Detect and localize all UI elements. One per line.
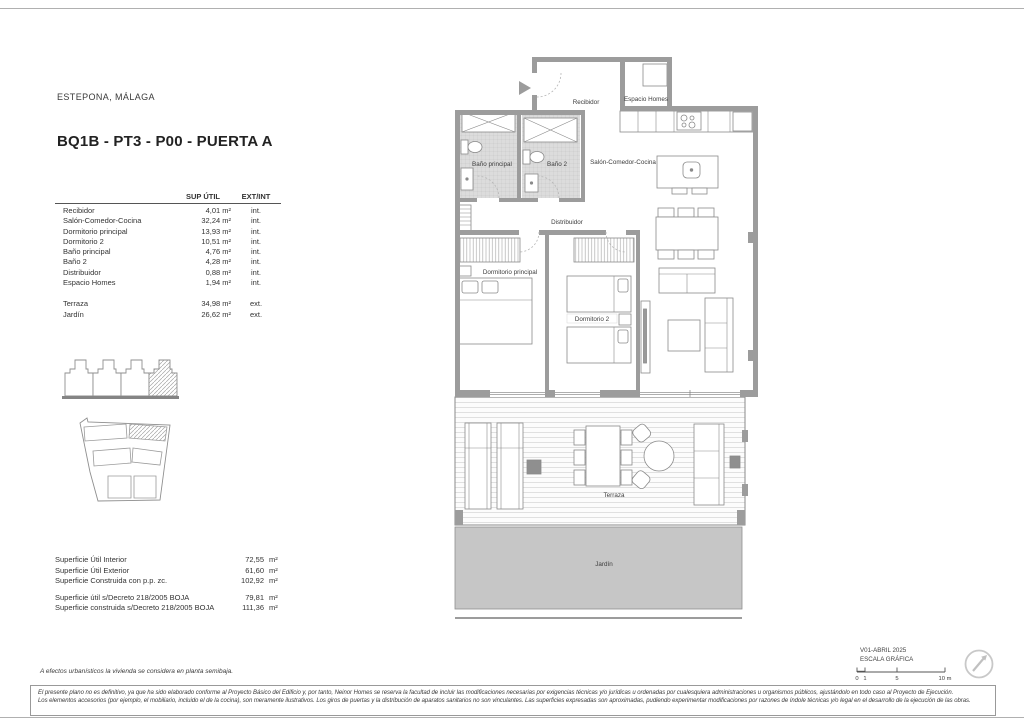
room-label-dormitorio-2: Dormitorio 2 [574, 316, 610, 323]
side-table [527, 460, 541, 474]
sofa [705, 298, 733, 372]
loveseat [659, 268, 715, 293]
disclaimer-line-2: Los elementos accesorios (por ejemplo, el mobiliario, incluido el de la cocina), son meramente ilustrativos. Los giros de puertas y la distribución de aparatos sanitarios no son vinculantes. Las superficies expresadas son aproximadas, pudiendo experimentar modificaciones por razones de índole técnicas y/o legal en el desarrollo de la ejecución de las obras. [38, 698, 971, 704]
coffee-table [668, 320, 700, 351]
room-label-terraza: Terraza [603, 492, 625, 499]
table-row: Salón-Comedor-Cocina 32,24 m² int. [63, 216, 261, 226]
page-title: BQ1B - PT3 - P00 - PUERTA A [57, 133, 273, 150]
toilet-2 [523, 150, 544, 164]
room-label-dormitorio-principal: Dormitorio principal [482, 269, 538, 276]
wardrobe-2 [574, 238, 634, 262]
areas-table [55, 192, 281, 320]
room-label-bano-principal: Baño principal [472, 161, 512, 168]
table-row: Jardín 26,62 m² ext. [63, 309, 263, 319]
garden-boundary [455, 617, 742, 619]
room-label-espacio-homes: Espacio Homes [623, 96, 669, 103]
table-row: Terraza 34,98 m² ext. [63, 299, 263, 309]
total-row: Superficie útil s/Decreto 218/2005 BOJA 79,81 m² [55, 592, 278, 602]
sink-2 [525, 174, 538, 192]
sun-lounger-1 [465, 423, 491, 509]
table-row: Recibidor 4,01 m² int. [63, 206, 261, 215]
garden-area [455, 527, 742, 609]
elevation-baseline [62, 396, 179, 399]
bed-single-2 [567, 327, 631, 363]
room-label-recibidor: Recibidor [572, 99, 600, 106]
location-label: ESTEPONA, MÁLAGA [57, 92, 155, 102]
sink-1 [461, 168, 473, 190]
table-row: Baño 2 4,28 m² int. [63, 257, 261, 267]
disclaimer-line-1: El presente plano no es definitivo, ya que ha sido elaborado conforme al Proyecto Básico del Edificio y, por tanto, Neinor Homes se reserva la facultad de incluir las modificaciones necesarias por exigencias técnicas y/o jurídicas u ordenadas por cualesquiera administraciones u organismos públicos, ajustándolo en todo caso al Proyecto de Ejecución. [38, 690, 954, 696]
outdoor-sofa [694, 424, 724, 505]
total-row: Superficie Útil Interior 72,55 m² [55, 555, 278, 564]
north-arrow-icon [958, 643, 1000, 685]
entry-arrow-icon [519, 81, 531, 95]
areas-table-header [55, 192, 281, 203]
floor-plan [446, 48, 766, 634]
scale-bar [855, 664, 955, 682]
table-row: Distribuidor 0,88 m² int. [63, 267, 261, 277]
sun-lounger-2 [497, 423, 523, 509]
fridge [733, 112, 752, 131]
toilet-1 [461, 140, 482, 154]
table-rule [55, 203, 281, 204]
shower-2 [524, 118, 577, 142]
totals-block [55, 555, 285, 614]
scale-tick-10: 10 m [938, 676, 952, 682]
scale-tick-1: 1 [863, 676, 867, 682]
outdoor-dining [574, 426, 632, 486]
bed-double [459, 278, 532, 344]
closet-shelf [643, 64, 667, 86]
bed-single-1 [567, 276, 631, 312]
table-row: Espacio Homes 1,94 m² int. [63, 278, 261, 288]
key-plan-site [74, 410, 174, 506]
total-row: Superficie Útil Exterior 61,60 m² [55, 565, 278, 575]
kitchen-counter [620, 111, 753, 132]
table-row: Baño principal 4,76 m² int. [63, 247, 261, 257]
key-plan-elevation [62, 346, 180, 404]
scale-tick-5: 5 [895, 676, 899, 682]
urban-note: A efectos urbanísticos la vivienda se considera en planta semibaja. [40, 668, 234, 675]
table-row: Dormitorio 2 10,51 m² int. [63, 236, 261, 246]
header-sup-util: SUP ÚTIL [185, 192, 221, 201]
side-table-2 [730, 456, 740, 468]
total-row: Superficie construida s/Decreto 218/2005 BOJA 111,36 m² [55, 603, 278, 612]
version-label: V01-ABRIL 2025 [860, 647, 907, 654]
nightstand-2 [619, 314, 631, 325]
total-row: Superficie Construida con p.p. zc. 102,92 m² [55, 576, 278, 585]
scale-tick-0: 0 [855, 676, 859, 682]
tv-unit [641, 301, 650, 373]
scale-caption: ESCALA GRÁFICA [860, 656, 914, 663]
wardrobe-1 [458, 238, 520, 262]
site-highlighted-block [129, 424, 167, 441]
room-label-jardin: Jardín [595, 561, 613, 568]
room-label-salon: Salón-Comedor-Cocina [590, 159, 656, 166]
header-ext-int: EXT/INT [241, 192, 271, 201]
table-row: Dormitorio principal 13,93 m² int. [63, 226, 261, 236]
dining-table [656, 208, 718, 259]
nightstand-1 [459, 266, 471, 276]
disclaimer-box [30, 685, 996, 716]
room-label-distribuidor: Distribuidor [551, 219, 583, 226]
kitchen-island [657, 156, 718, 194]
room-label-bano-2: Baño 2 [547, 161, 567, 168]
